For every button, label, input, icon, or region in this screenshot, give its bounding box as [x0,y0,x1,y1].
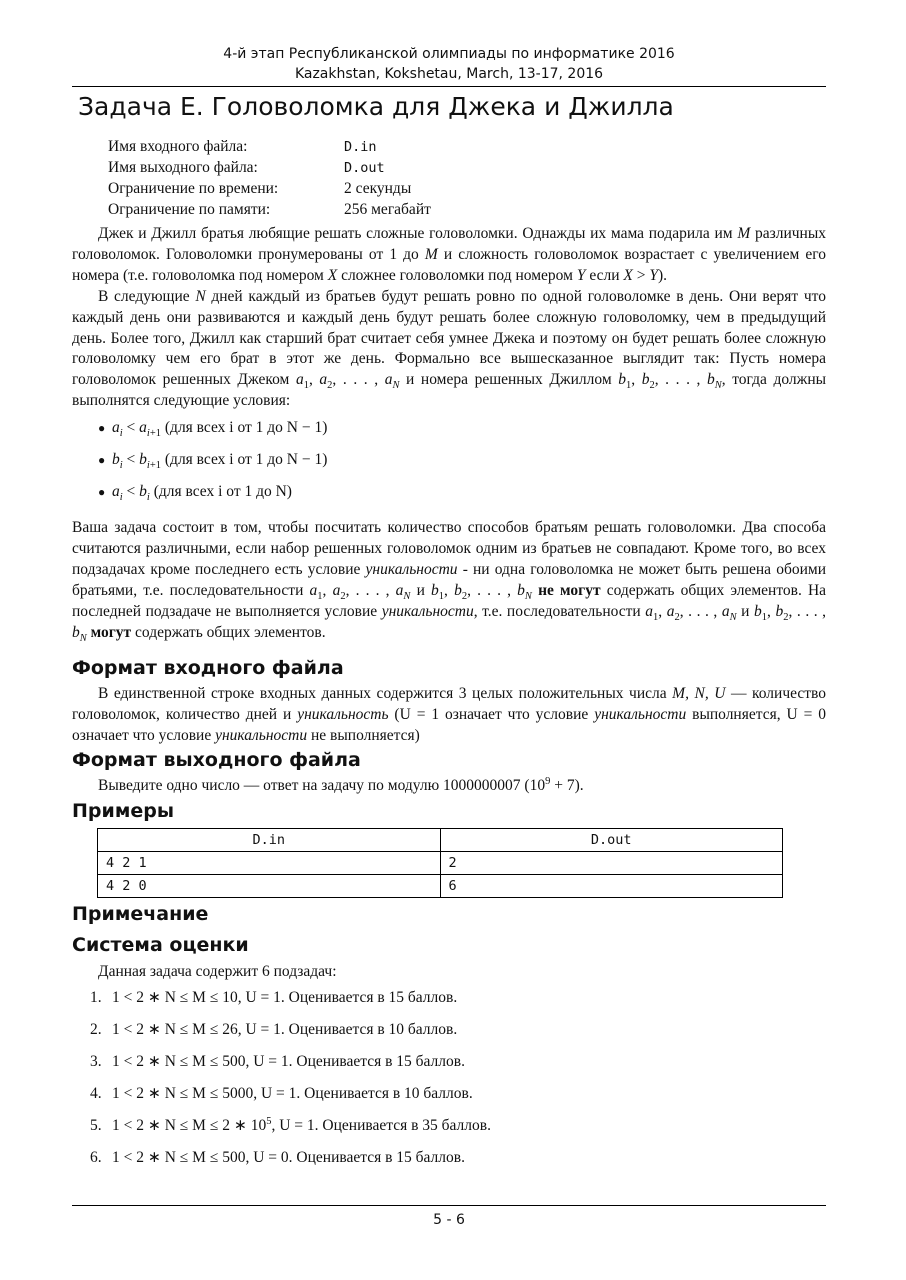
input-format-heading: Формат входного файла [72,657,344,679]
limit-row-memory [108,199,431,220]
example-output: 6 [440,875,783,898]
list-item: 6. 1 < 2 ∗ N ≤ M ≤ 500, U = 0. Оценивается в 15 баллов. [90,1149,465,1166]
limit-row-time [108,178,431,199]
list-item: 2. 1 < 2 ∗ N ≤ M ≤ 26, U = 1. Оценивается в 10 баллов. [90,1021,458,1038]
footer-rule [72,1205,826,1206]
condition-item: ● $a_i < a_{i+1}$ (для всех i от 1 до N − 1) [98,419,328,440]
example-input: 4 2 0 [98,875,441,898]
subtasks-list [90,988,491,1180]
limit-value: 2 секунды [344,180,412,197]
examples-heading: Примеры [72,800,175,822]
statement-paragraph-2: В следующие N дней каждый из братьев будут решать ровно по одной головоломке в день. Они верят что каждый день они развиваются и каждый день будут решать более сложную головоломку, чем в предыдущий день. Более того, Джилл как старший брат считает себя умнее Джека и поэтому он будет решать более сложную головоломку чем его брат в этот же день. Формально все вышесказанное выглядит так: Пусть номера головоломок решенных Джеком $a_1$, $a_2$, . . . , $a_N$ и номера решенных Джиллом $b_1$, $b_2$, . . . , $b_N$, тогда должны выполнятся следующие условия: [72,287,827,410]
conditions-list [72,418,826,514]
statement-paragraph-1: Джек и Джилл братья любящие решать сложные головоломки. Однажды их мама подарила им M различных головоломок. Головоломки пронумерованы от 1 до M и сложность головоломок возрастает с увеличением его номера (т.е. головоломка под номером X сложнее головоломки под номером Y если X > Y). [72,225,827,284]
limit-label: Ограничение по памяти: [108,201,271,218]
table-row [98,852,783,875]
list-item: 3. 1 < 2 ∗ N ≤ M ≤ 500, U = 1. Оценивается в 15 баллов. [90,1053,465,1070]
example-output: 2 [440,852,783,875]
input-format-text: В единственной строке входных данных содержится 3 целых положительных числа M, N, U — количество головоломок, количество дней и уникальность (U = 1 означает что условие уникальности выполняется, U = 0 означает что условие уникальности не выполняется) [72,685,826,744]
header-rule [72,86,826,87]
output-format-text: Выведите одно число — ответ на задачу по модулю 1000000007 $(10^9 + 7)$. [98,775,584,794]
condition-item: ● $b_i < b_{i+1}$ (для всех i от 1 до N − 1) [98,451,328,472]
examples-table [97,828,783,898]
limit-value: D.out [344,160,385,176]
limit-value: D.in [344,139,377,155]
scoring-heading: Система оценки [72,934,249,956]
header-line-location: Kazakhstan, Kokshetau, March, 13-17, 2016 [294,66,604,82]
limit-label: Имя выходного файла: [108,159,258,176]
example-input: 4 2 1 [98,852,441,875]
limits-table [108,136,431,220]
limit-label: Ограничение по времени: [108,180,279,197]
problem-statement [72,224,826,644]
limit-label: Имя входного файла: [108,138,248,155]
limit-row-output [108,157,431,178]
condition-item: ● $a_i < b_i$ (для всех i от 1 до N) [98,483,292,504]
statement-paragraph-3: Ваша задача состоит в том, чтобы посчитать количество способов братьям решать головоломки. Два способа считаются различными, если набор решенных головоломок одним из братьев не совпадают. Кроме того, во всех подзадачах кроме последнего есть условие уникальности - ни одна головоломка не может быть решена обоими братьями, т.е. последовательности $a_1$, $a_2$, . . . , $a_N$ и $b_1$, $b_2$, . . . , $b_N$ не могут содержать общих элементов. На последней подзадаче не выполняется условие уникальности, т.е. последовательности $a_1$, $a_2$, . . . , $a_N$ и $b_1$, $b_2$, . . . , $b_N$ могут содержать общих элементов. [72,519,827,644]
running-header [72,44,826,84]
note-heading: Примечание [72,903,209,925]
examples-header-row [98,829,783,852]
problem-title: Задача E. Головоломка для Джека и Джилла [78,92,674,121]
list-item: 4. 1 < 2 ∗ N ≤ M ≤ 5000, U = 1. Оценивается в 10 баллов. [90,1085,473,1102]
limit-value: 256 мегабайт [344,201,431,218]
column-header-input: D.in [98,829,441,852]
column-header-output: D.out [440,829,783,852]
list-item: 5. 1 < 2 ∗ N ≤ M ≤ 2 ∗ $10^5$, U = 1. Оценивается в 35 баллов. [90,1115,491,1134]
table-row [98,875,783,898]
output-format-heading: Формат выходного файла [72,749,361,771]
header-line-olympiad: 4-й этап Республиканской олимпиады по информатике 2016 [223,46,675,62]
page-number: 5 - 6 [433,1212,465,1228]
scoring-intro: Данная задача содержит 6 подзадач: [98,963,337,980]
list-item: 1. 1 < 2 ∗ N ≤ M ≤ 10, U = 1. Оценивается в 15 баллов. [90,989,458,1006]
limit-row-input [108,136,431,157]
